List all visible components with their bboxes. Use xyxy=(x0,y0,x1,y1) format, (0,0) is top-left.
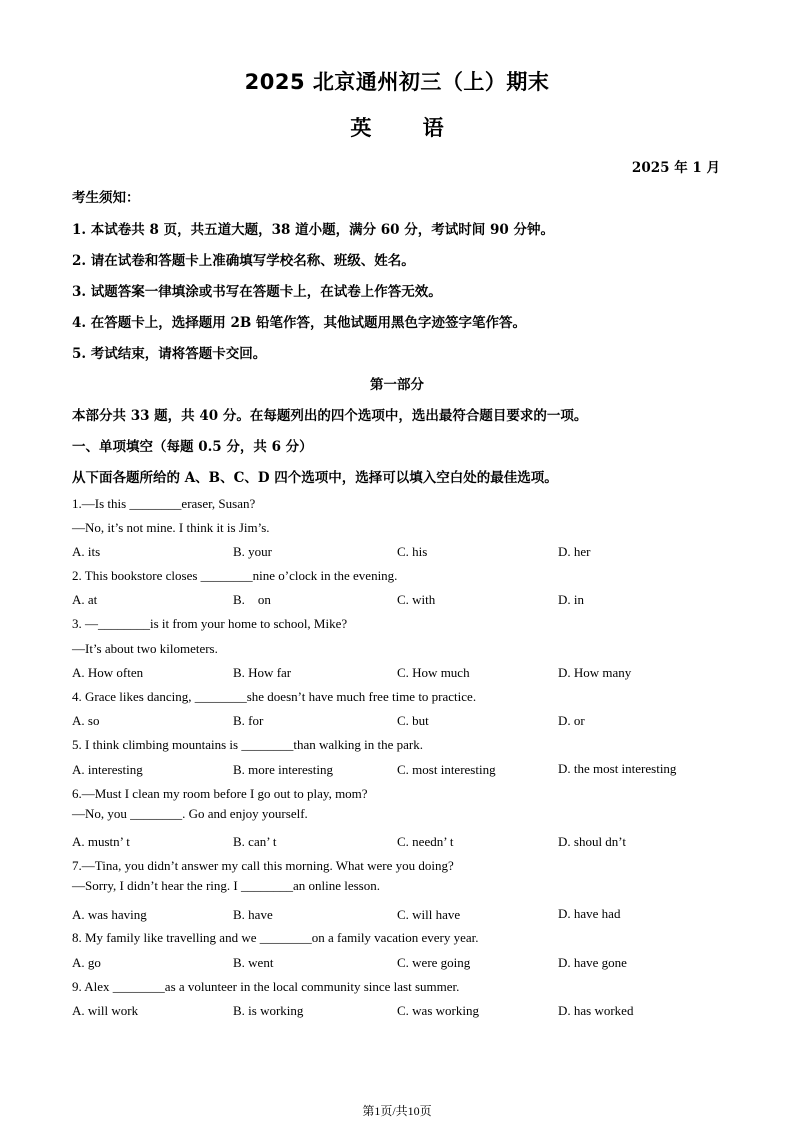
exam-title: 2025 北京通州初三（上）期末 xyxy=(244,70,550,94)
option-a: A. its xyxy=(72,544,101,559)
option-a: A. mustn’ t xyxy=(72,834,130,849)
option-b: B. How far xyxy=(233,665,292,680)
option-d: D. How many xyxy=(558,665,632,680)
option-a: A. at xyxy=(72,592,98,607)
option-b: B. have xyxy=(233,907,273,922)
question-line: —No, you ________. Go and enjoy yourself. xyxy=(72,806,308,821)
option-b: B. more interesting xyxy=(233,762,334,777)
option-a: A. will work xyxy=(72,1003,139,1018)
option-d: D. in xyxy=(558,592,584,607)
question-line: —It’s about two kilometers. xyxy=(72,641,218,656)
option-c: C. but xyxy=(397,713,429,728)
option-b: B. went xyxy=(233,955,274,970)
option-a: A. was having xyxy=(72,907,147,922)
option-c: C. with xyxy=(397,592,436,607)
option-d: D. or xyxy=(558,713,585,728)
option-b: B. for xyxy=(233,713,264,728)
option-a: A. so xyxy=(72,713,100,728)
question-line: 1.—Is this ________eraser, Susan? xyxy=(72,496,256,511)
subject-title: 英 语 xyxy=(350,116,444,140)
option-a: A. How often xyxy=(72,665,144,680)
notice-item: 4. 在答题卡上，选择题用 2B 铅笔作答，其他试题用黑色字迹签字笔作答。 xyxy=(72,315,526,331)
notice-item: 1. 本试卷共 8 页，共五道大题，38 道小题，满分 60 分，考试时间 90 分钟。 xyxy=(72,222,554,238)
question-line: —Sorry, I didn’t hear the ring. I ________an online lesson. xyxy=(72,878,380,893)
option-c: C. How much xyxy=(397,665,470,680)
option-d: D. has worked xyxy=(558,1003,634,1018)
option-b: B. on xyxy=(233,592,271,607)
option-b: B. is working xyxy=(233,1003,304,1018)
option-b: B. your xyxy=(233,544,272,559)
option-a: A. interesting xyxy=(72,762,143,777)
question-line: 2. This bookstore closes ________nine o’clock in the evening. xyxy=(72,568,398,583)
exam-date: 2025 年 1 月 xyxy=(631,160,720,176)
option-c: C. most interesting xyxy=(397,762,496,777)
option-a: A. go xyxy=(72,955,101,970)
option-c: C. needn’ t xyxy=(397,834,454,849)
option-d: D. shoul dn’t xyxy=(558,834,627,849)
question-line: 3. —________is it from your home to school, Mike? xyxy=(72,616,348,631)
question-line: 6.—Must I clean my room before I go out to play, mom? xyxy=(72,786,368,801)
option-c: C. was working xyxy=(397,1003,479,1018)
option-d: D. have had xyxy=(558,906,621,921)
notice-item: 5. 考试结束，请将答题卡交回。 xyxy=(72,346,267,362)
section-instruction: 从下面各题所给的 A、B、C、D 四个选项中，选择可以填入空白处的最佳选项。 xyxy=(72,470,558,486)
question-line: —No, it’s not mine. I think it is Jim’s. xyxy=(72,520,270,535)
question-line: 4. Grace likes dancing, ________she doesn’t have much free time to practice. xyxy=(72,689,477,704)
question-line: 5. I think climbing mountains is ________than walking in the park. xyxy=(72,737,423,752)
option-c: C. were going xyxy=(397,955,471,970)
section-title: 一、单项填空（每题 0.5 分，共 6 分） xyxy=(72,439,313,455)
notice-heading: 考生须知： xyxy=(72,190,140,206)
question-line: 7.—Tina, you didn’t answer my call this morning. What were you doing? xyxy=(72,858,454,873)
question-line: 9. Alex ________as a volunteer in the local community since last summer. xyxy=(72,979,460,994)
option-c: C. will have xyxy=(397,907,461,922)
question-line: 8. My family like travelling and we ________on a family vacation every year. xyxy=(72,930,479,945)
notice-item: 3. 试题答案一律填涂或书写在答题卡上，在试卷上作答无效。 xyxy=(72,284,442,300)
part-heading: 第一部分 xyxy=(370,377,424,393)
option-d: D. have gone xyxy=(558,955,627,970)
option-d: D. the most interesting xyxy=(558,761,677,776)
notice-item: 2. 请在试卷和答题卡上准确填写学校名称、班级、姓名。 xyxy=(72,253,415,269)
page-number: 第1页/共10页 xyxy=(362,1104,432,1118)
option-c: C. his xyxy=(397,544,428,559)
option-d: D. her xyxy=(558,544,591,559)
option-b: B. can’ t xyxy=(233,834,277,849)
part-intro: 本部分共 33 题，共 40 分。在每题列出的四个选项中，选出最符合题目要求的一项。 xyxy=(72,408,588,424)
